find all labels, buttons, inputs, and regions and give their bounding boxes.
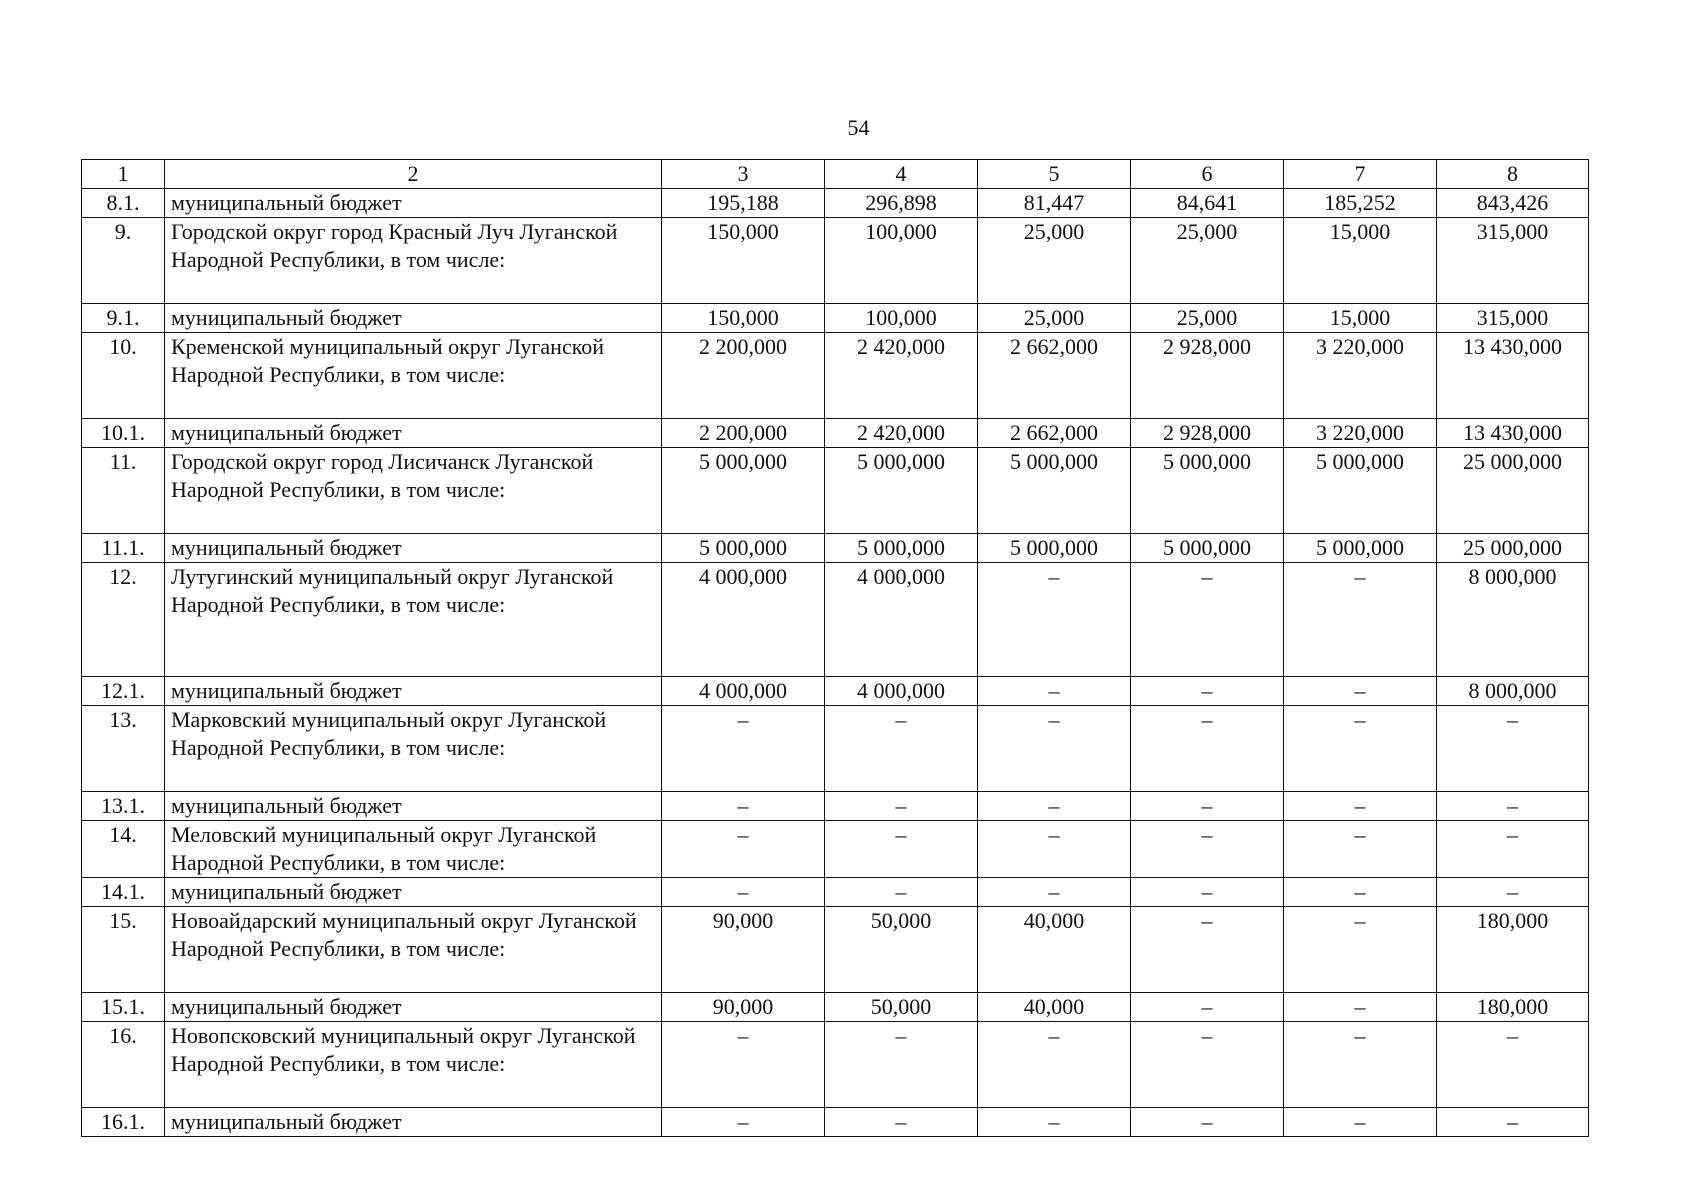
value-cell: – <box>825 1108 978 1137</box>
table-row <box>82 1108 1589 1137</box>
value-cell: – <box>662 706 825 792</box>
row-number: 13.1. <box>82 792 165 821</box>
value-cell: 180,000 <box>1437 907 1589 993</box>
budget-table <box>81 159 1589 1137</box>
header-cell: 5 <box>978 160 1131 189</box>
value-cell: 13 430,000 <box>1437 419 1589 448</box>
row-number: 9.1. <box>82 304 165 333</box>
row-number: 9. <box>82 218 165 304</box>
value-cell: 2 420,000 <box>825 333 978 419</box>
value-cell: 296,898 <box>825 189 978 218</box>
value-cell: 2 928,000 <box>1131 419 1284 448</box>
value-cell: – <box>825 706 978 792</box>
value-cell: – <box>978 792 1131 821</box>
row-name: Городской округ город Красный Луч Луганской Народной Республики, в том числе: <box>165 218 662 304</box>
value-cell: 2 662,000 <box>978 419 1131 448</box>
value-cell: – <box>978 878 1131 907</box>
table-row <box>82 1022 1589 1108</box>
row-name: Меловский муниципальный округ Луганской Народной Республики, в том числе: <box>165 821 662 878</box>
value-cell: – <box>825 1022 978 1108</box>
row-number: 12.1. <box>82 677 165 706</box>
value-cell: 5 000,000 <box>978 448 1131 534</box>
value-cell: 4 000,000 <box>825 563 978 677</box>
value-cell: 5 000,000 <box>825 534 978 563</box>
row-name: Новоайдарский муниципальный округ Луганской Народной Республики, в том числе: <box>165 907 662 993</box>
value-cell: – <box>1284 792 1437 821</box>
table-row <box>82 907 1589 993</box>
value-cell: 84,641 <box>1131 189 1284 218</box>
value-cell: 2 928,000 <box>1131 333 1284 419</box>
value-cell: 5 000,000 <box>1131 448 1284 534</box>
row-number: 14. <box>82 821 165 878</box>
value-cell: – <box>1131 878 1284 907</box>
value-cell: – <box>1131 706 1284 792</box>
value-cell: 3 220,000 <box>1284 333 1437 419</box>
row-number: 16.1. <box>82 1108 165 1137</box>
table-row <box>82 534 1589 563</box>
value-cell: 25,000 <box>978 218 1131 304</box>
value-cell: 40,000 <box>978 907 1131 993</box>
value-cell: 5 000,000 <box>662 534 825 563</box>
row-number: 11. <box>82 448 165 534</box>
value-cell: – <box>978 1022 1131 1108</box>
value-cell: 25,000 <box>1131 218 1284 304</box>
value-cell: 4 000,000 <box>662 563 825 677</box>
row-name: муниципальный бюджет <box>165 993 662 1022</box>
value-cell: 5 000,000 <box>1131 534 1284 563</box>
row-name: муниципальный бюджет <box>165 189 662 218</box>
value-cell: – <box>825 792 978 821</box>
value-cell: – <box>662 792 825 821</box>
value-cell: 3 220,000 <box>1284 419 1437 448</box>
value-cell: 150,000 <box>662 304 825 333</box>
value-cell: 50,000 <box>825 993 978 1022</box>
value-cell: – <box>1131 993 1284 1022</box>
table-row <box>82 821 1589 878</box>
value-cell: – <box>1131 677 1284 706</box>
value-cell: 195,188 <box>662 189 825 218</box>
row-name: муниципальный бюджет <box>165 1108 662 1137</box>
row-number: 12. <box>82 563 165 677</box>
table-row <box>82 333 1589 419</box>
value-cell: 90,000 <box>662 993 825 1022</box>
value-cell: 25 000,000 <box>1437 448 1589 534</box>
value-cell: 90,000 <box>662 907 825 993</box>
row-name: муниципальный бюджет <box>165 677 662 706</box>
value-cell: – <box>1131 1022 1284 1108</box>
header-cell: 3 <box>662 160 825 189</box>
value-cell: 100,000 <box>825 304 978 333</box>
row-number: 14.1. <box>82 878 165 907</box>
row-number: 13. <box>82 706 165 792</box>
value-cell: – <box>662 1022 825 1108</box>
value-cell: 5 000,000 <box>825 448 978 534</box>
value-cell: – <box>825 821 978 878</box>
row-number: 10.1. <box>82 419 165 448</box>
value-cell: – <box>1284 563 1437 677</box>
value-cell: – <box>1131 907 1284 993</box>
table-row <box>82 993 1589 1022</box>
value-cell: 4 000,000 <box>662 677 825 706</box>
value-cell: 100,000 <box>825 218 978 304</box>
row-number: 15. <box>82 907 165 993</box>
value-cell: – <box>978 677 1131 706</box>
value-cell: 5 000,000 <box>1284 448 1437 534</box>
row-name: Лутугинский муниципальный округ Луганской Народной Республики, в том числе: <box>165 563 662 677</box>
value-cell: 150,000 <box>662 218 825 304</box>
header-cell: 2 <box>165 160 662 189</box>
value-cell: 5 000,000 <box>978 534 1131 563</box>
table-row <box>82 304 1589 333</box>
value-cell: – <box>1131 1108 1284 1137</box>
value-cell: – <box>1131 821 1284 878</box>
value-cell: 8 000,000 <box>1437 563 1589 677</box>
header-cell: 8 <box>1437 160 1589 189</box>
value-cell: – <box>1284 1022 1437 1108</box>
value-cell: 2 662,000 <box>978 333 1131 419</box>
header-cell: 6 <box>1131 160 1284 189</box>
value-cell: 315,000 <box>1437 304 1589 333</box>
header-row <box>82 160 1589 189</box>
value-cell: – <box>1284 677 1437 706</box>
value-cell: 25 000,000 <box>1437 534 1589 563</box>
value-cell: 15,000 <box>1284 218 1437 304</box>
value-cell: – <box>1284 706 1437 792</box>
row-name: Марковский муниципальный округ Луганской Народной Республики, в том числе: <box>165 706 662 792</box>
value-cell: 185,252 <box>1284 189 1437 218</box>
value-cell: 5 000,000 <box>662 448 825 534</box>
table-row <box>82 563 1589 677</box>
value-cell: 2 200,000 <box>662 419 825 448</box>
value-cell: 50,000 <box>825 907 978 993</box>
value-cell: 13 430,000 <box>1437 333 1589 419</box>
value-cell: 2 420,000 <box>825 419 978 448</box>
row-name: муниципальный бюджет <box>165 878 662 907</box>
value-cell: – <box>662 1108 825 1137</box>
row-number: 8.1. <box>82 189 165 218</box>
row-name: муниципальный бюджет <box>165 419 662 448</box>
value-cell: 180,000 <box>1437 993 1589 1022</box>
value-cell: – <box>978 706 1131 792</box>
value-cell: – <box>662 878 825 907</box>
row-number: 10. <box>82 333 165 419</box>
header-cell: 7 <box>1284 160 1437 189</box>
value-cell: 8 000,000 <box>1437 677 1589 706</box>
value-cell: 4 000,000 <box>825 677 978 706</box>
value-cell: – <box>662 821 825 878</box>
value-cell: – <box>825 878 978 907</box>
value-cell: 843,426 <box>1437 189 1589 218</box>
value-cell: – <box>1131 563 1284 677</box>
table-row <box>82 706 1589 792</box>
value-cell: – <box>1437 878 1589 907</box>
page-number: 54 <box>847 115 870 140</box>
row-name: Городской округ город Лисичанск Луганской Народной Республики, в том числе: <box>165 448 662 534</box>
value-cell: – <box>1131 792 1284 821</box>
row-name: Новопсковский муниципальный округ Луганской Народной Республики, в том числе: <box>165 1022 662 1108</box>
table-row <box>82 878 1589 907</box>
row-number: 11.1. <box>82 534 165 563</box>
row-name: Кременской муниципальный округ Луганской Народной Республики, в том числе: <box>165 333 662 419</box>
value-cell: – <box>1284 907 1437 993</box>
value-cell: – <box>1437 706 1589 792</box>
table-row <box>82 218 1589 304</box>
value-cell: – <box>1437 792 1589 821</box>
value-cell: – <box>1284 821 1437 878</box>
value-cell: – <box>978 563 1131 677</box>
table-row <box>82 792 1589 821</box>
value-cell: 5 000,000 <box>1284 534 1437 563</box>
value-cell: – <box>1284 1108 1437 1137</box>
value-cell: – <box>1284 878 1437 907</box>
row-name: муниципальный бюджет <box>165 534 662 563</box>
table-row <box>82 189 1589 218</box>
value-cell: 25,000 <box>1131 304 1284 333</box>
row-number: 15.1. <box>82 993 165 1022</box>
value-cell: 81,447 <box>978 189 1131 218</box>
row-name: муниципальный бюджет <box>165 792 662 821</box>
row-name: муниципальный бюджет <box>165 304 662 333</box>
table-row <box>82 677 1589 706</box>
value-cell: 315,000 <box>1437 218 1589 304</box>
table-row <box>82 419 1589 448</box>
value-cell: 25,000 <box>978 304 1131 333</box>
value-cell: – <box>1437 1022 1589 1108</box>
value-cell: – <box>978 1108 1131 1137</box>
value-cell: – <box>1437 1108 1589 1137</box>
header-cell: 1 <box>82 160 165 189</box>
row-number: 16. <box>82 1022 165 1108</box>
value-cell: – <box>1437 821 1589 878</box>
value-cell: 40,000 <box>978 993 1131 1022</box>
value-cell: – <box>1284 993 1437 1022</box>
value-cell: – <box>978 821 1131 878</box>
value-cell: 15,000 <box>1284 304 1437 333</box>
header-cell: 4 <box>825 160 978 189</box>
value-cell: 2 200,000 <box>662 333 825 419</box>
table-row <box>82 448 1589 534</box>
